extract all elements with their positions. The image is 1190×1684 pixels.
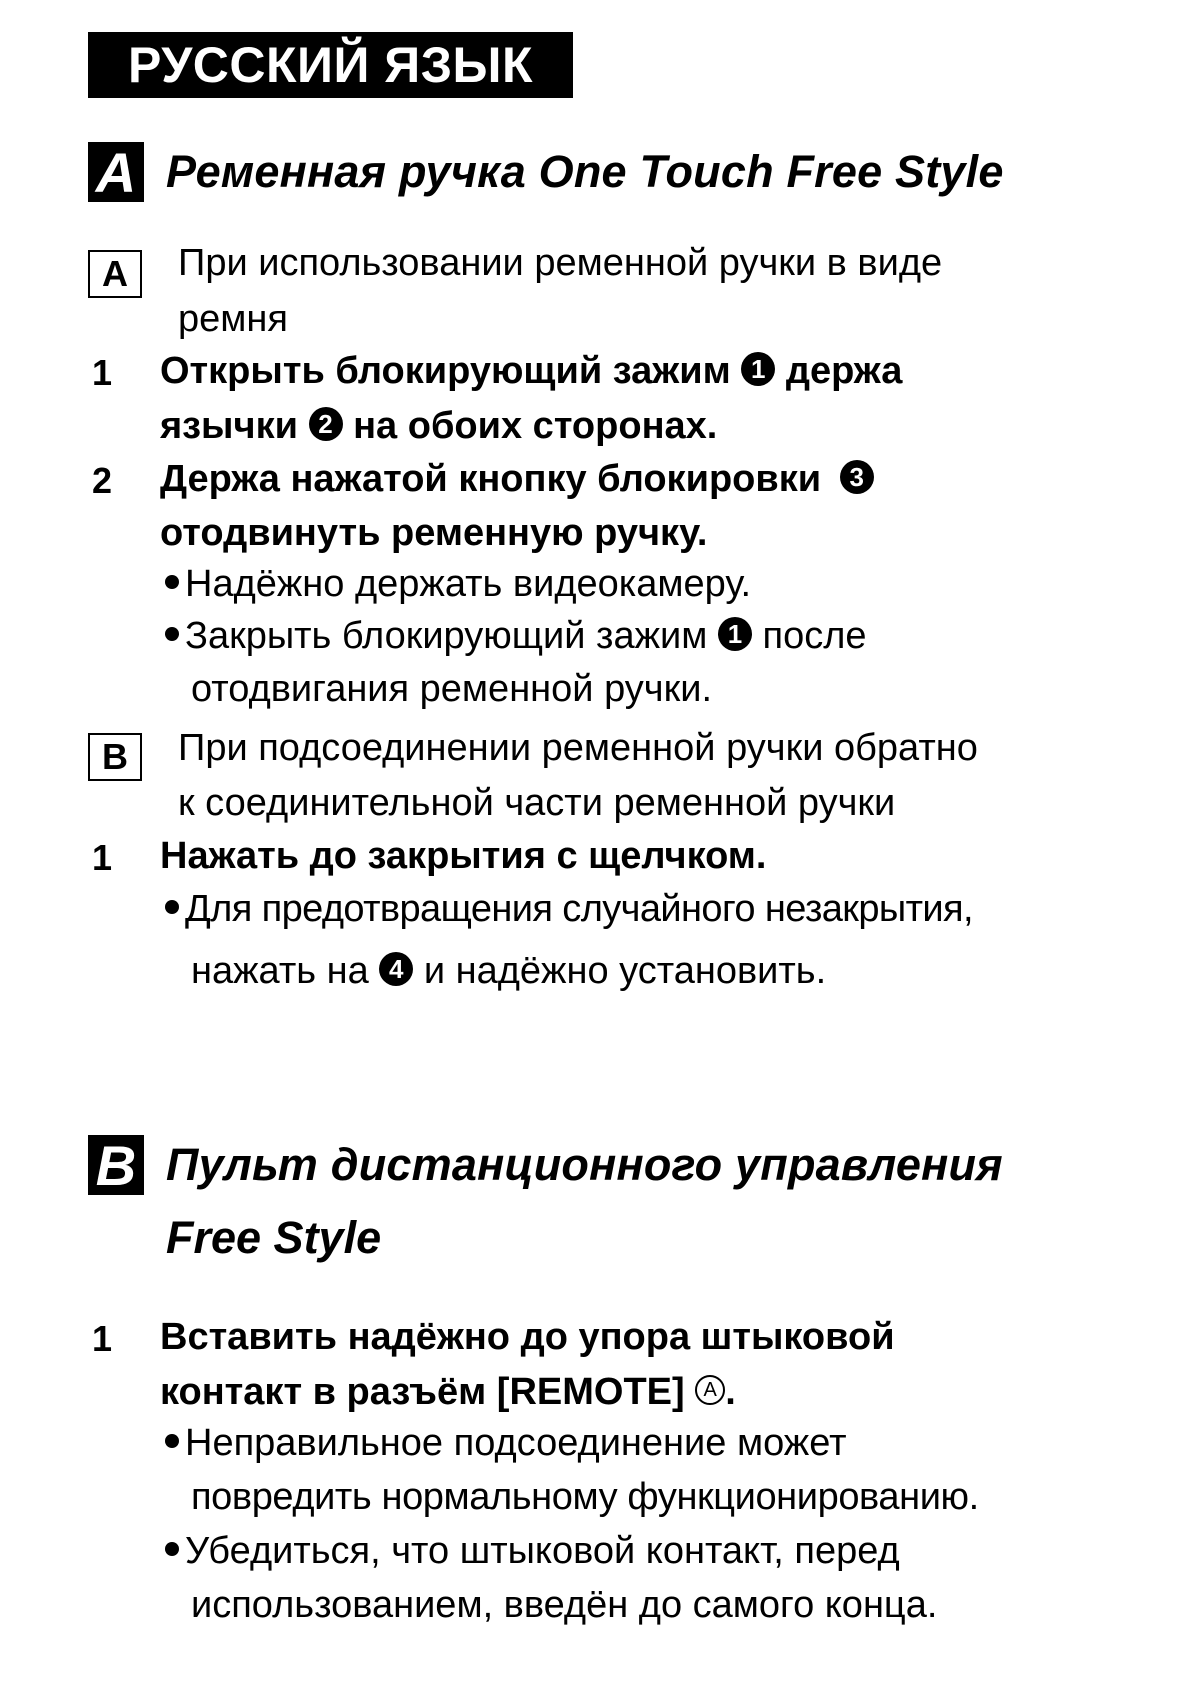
step-a1-line1 xyxy=(160,350,902,393)
connector-a-icon: A xyxy=(695,1375,725,1405)
step-number: 1 xyxy=(92,837,113,878)
step-text: . xyxy=(725,1371,736,1413)
section-a-title: Ременная ручка One Touch Free Style xyxy=(166,146,1004,197)
language-banner: РУССКИЙ ЯЗЫК xyxy=(88,32,573,98)
bullet-icon xyxy=(165,900,179,914)
bullet-text: Для предотвращения случайного незакрытия, xyxy=(185,888,973,930)
step-text: язычки xyxy=(160,405,298,447)
marker-2-icon: 2 xyxy=(309,407,343,441)
bullet-item xyxy=(165,563,751,606)
bullet-item xyxy=(165,1422,846,1465)
bullet-continuation: использованием, введён до самого конца. xyxy=(191,1584,938,1626)
step-number: 1 xyxy=(92,352,113,393)
bullet-text: после xyxy=(762,615,867,657)
step-number: 1 xyxy=(92,1318,113,1359)
bullet-icon xyxy=(165,575,179,589)
marker-1-icon: 1 xyxy=(718,617,752,651)
step-rb1-line2 xyxy=(160,1371,736,1414)
bullet-text: Надёжно держать видеокамеру. xyxy=(185,563,752,605)
section-b-title-line2: Free Style xyxy=(166,1212,382,1263)
step-text: на обоих сторонах. xyxy=(353,405,718,447)
step-a1-line2 xyxy=(160,405,717,448)
bullet-item xyxy=(165,1530,900,1573)
bullet-text: и надёжно установить. xyxy=(423,950,827,992)
bullet-continuation: отодвигания ременной ручки. xyxy=(191,668,712,710)
bullet-continuation: повредить нормальному функционированию. xyxy=(191,1476,979,1518)
step-a2-line2: отодвинуть ременную ручку. xyxy=(160,512,708,554)
step-a2-line1 xyxy=(160,458,874,501)
step-b1-line1: Нажать до закрытия с щелчком. xyxy=(160,835,767,877)
section-b-badge: B xyxy=(88,1135,144,1195)
step-text: Держа нажатой кнопку блокировки xyxy=(160,458,822,500)
bullet-icon xyxy=(165,627,179,641)
section-a-badge: A xyxy=(88,142,144,202)
step-number: 2 xyxy=(92,460,113,501)
bullet-text: Неправильное подсоединение может xyxy=(185,1422,847,1464)
bullet-text: Закрыть блокирующий зажим xyxy=(185,615,708,657)
bullet-item xyxy=(165,888,973,931)
marker-3-icon: 3 xyxy=(840,460,874,494)
section-b-title-line1: Пульт дистанционного управления xyxy=(166,1139,1003,1190)
bullet-item xyxy=(165,615,867,658)
bullet-text: Убедиться, что штыковой контакт, перед xyxy=(185,1530,900,1572)
subsection-b-intro-line2: к соединительной части ременной ручки xyxy=(178,782,896,824)
subsection-b-badge: B xyxy=(88,733,142,781)
step-rb1-line1: Вставить надёжно до упора штыковой xyxy=(160,1316,895,1358)
marker-4-icon: 4 xyxy=(379,952,413,986)
bullet-continuation xyxy=(191,950,826,993)
step-text: контакт в разъём [REMOTE] xyxy=(160,1371,685,1413)
bullet-text: нажать на xyxy=(191,950,369,992)
marker-1-icon: 1 xyxy=(741,352,775,386)
section-a-heading xyxy=(88,142,1004,202)
step-text: Открыть блокирующий зажим xyxy=(160,350,731,392)
subsection-a-intro-line1: При использовании ременной ручки в виде xyxy=(178,242,943,284)
step-text: держа xyxy=(785,350,903,392)
bullet-icon xyxy=(165,1542,179,1556)
subsection-a-badge: A xyxy=(88,250,142,298)
subsection-b-intro-line1: При подсоединении ременной ручки обратно xyxy=(178,727,978,769)
subsection-a-intro-line2: ремня xyxy=(178,298,288,340)
bullet-icon xyxy=(165,1434,179,1448)
section-b-heading xyxy=(88,1135,1003,1195)
